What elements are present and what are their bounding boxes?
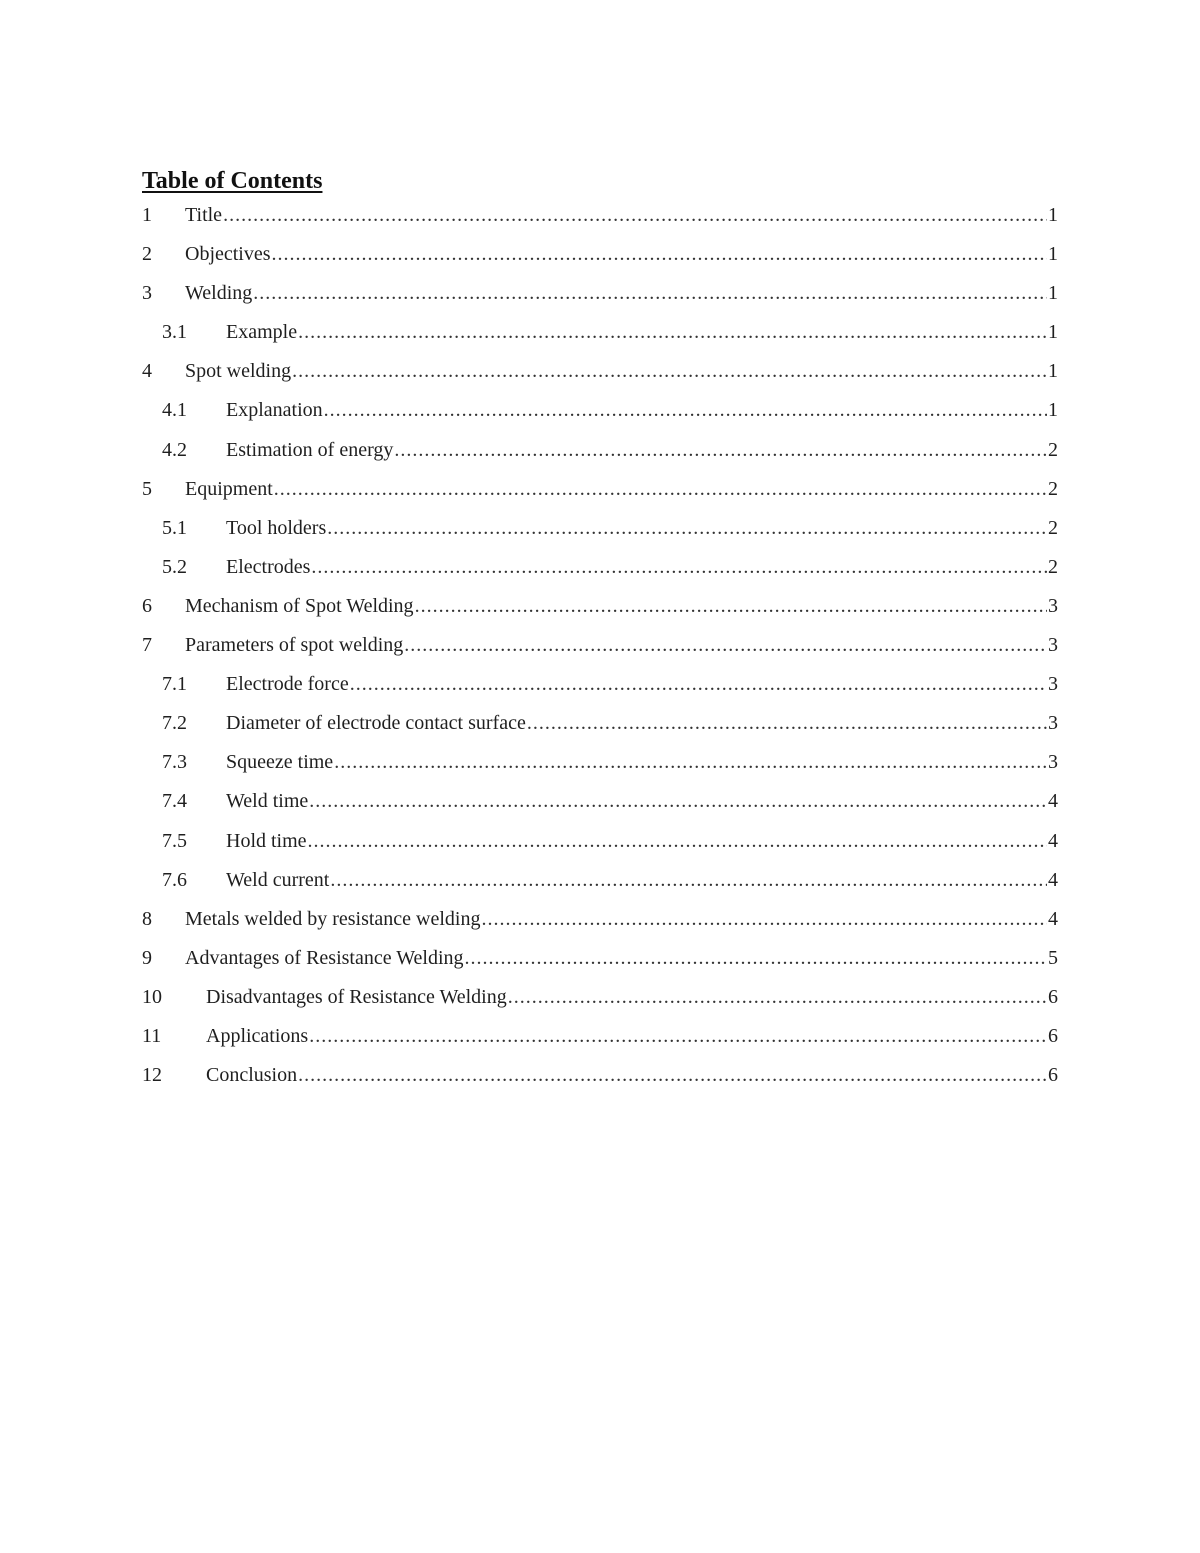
toc-dot-leader: [298, 1056, 1047, 1095]
toc-dot-leader: [274, 470, 1047, 509]
toc-entry-page: 3: [1048, 751, 1058, 774]
toc-entry-label: Applications: [206, 1024, 309, 1047]
toc-dot-leader: [292, 352, 1047, 391]
toc-entry-page: 1: [1048, 282, 1058, 305]
toc-entry-number: 6: [142, 594, 152, 617]
toc-entry-number: 7.2: [162, 712, 187, 735]
toc-subentry[interactable]: [142, 431, 1058, 470]
toc-entry-number: 12: [142, 1064, 162, 1087]
toc-subentry[interactable]: [142, 548, 1058, 587]
toc-entry-page: 3: [1048, 594, 1058, 617]
toc-entry-number: 9: [142, 946, 152, 969]
toc-heading: Table of Contents: [142, 168, 323, 194]
toc-entry-page: 3: [1048, 634, 1058, 657]
toc-entry-label: Spot welding: [185, 360, 292, 383]
toc-dot-leader: [465, 939, 1047, 978]
toc-entry-number: 7.5: [162, 829, 187, 852]
toc-entry-page: 6: [1048, 1024, 1058, 1047]
toc-entry-label: Objectives: [185, 243, 271, 266]
toc-entry-page: 1: [1048, 360, 1058, 383]
toc-dot-leader: [327, 509, 1047, 548]
toc-dot-leader: [527, 704, 1047, 743]
toc-entry-number: 1: [142, 204, 152, 226]
toc-entry-page: 2: [1048, 516, 1058, 539]
toc-dot-leader: [311, 548, 1047, 587]
toc-dot-leader: [350, 665, 1047, 704]
toc-entry-number: 3.1: [162, 321, 187, 344]
toc-dot-leader: [394, 431, 1047, 470]
table-of-contents: [142, 166, 1058, 1095]
toc-entry-page: 4: [1048, 868, 1058, 891]
toc-dot-leader: [508, 978, 1047, 1017]
toc-subentry[interactable]: [142, 509, 1058, 548]
toc-entry-label: Equipment: [185, 477, 273, 500]
toc-subentry[interactable]: [142, 391, 1058, 430]
toc-subentry[interactable]: [142, 665, 1058, 704]
toc-dot-leader: [309, 1017, 1047, 1056]
toc-dot-leader: [309, 782, 1047, 821]
toc-dot-leader: [272, 235, 1047, 274]
toc-subentry[interactable]: [142, 822, 1058, 861]
toc-entry-page: 4: [1048, 790, 1058, 813]
toc-entry-label: Squeeze time: [226, 751, 334, 774]
toc-entry-label: Weld time: [226, 790, 309, 813]
toc-entry[interactable]: [142, 939, 1058, 978]
toc-entry[interactable]: [142, 274, 1058, 313]
toc-entry-number: 11: [142, 1024, 162, 1047]
toc-subentry[interactable]: [142, 313, 1058, 352]
toc-entry-label: Electrodes: [226, 555, 311, 578]
toc-entry-label: Advantages of Resistance Welding: [185, 946, 464, 969]
toc-entry-number: 7.1: [162, 673, 187, 696]
toc-dot-leader: [481, 900, 1047, 939]
toc-dot-leader: [404, 626, 1047, 665]
toc-entry[interactable]: [142, 352, 1058, 391]
toc-entry-label: Conclusion: [206, 1064, 298, 1087]
toc-dot-leader: [253, 274, 1047, 313]
toc-entry-number: 7: [142, 634, 152, 657]
toc-entry-page: 4: [1048, 907, 1058, 930]
toc-entry-page: 2: [1048, 555, 1058, 578]
toc-entry-number: 2: [142, 243, 152, 266]
toc-entry-page: 1: [1048, 204, 1058, 226]
toc-entry-label: Title: [185, 204, 223, 226]
toc-entry[interactable]: [142, 978, 1058, 1017]
toc-list: [142, 196, 1058, 1095]
toc-entry[interactable]: [142, 587, 1058, 626]
toc-entry[interactable]: [142, 1017, 1058, 1056]
toc-entry-number: 4.1: [162, 399, 187, 422]
toc-entry-page: 1: [1048, 321, 1058, 344]
toc-entry-label: Example: [226, 321, 298, 344]
toc-entry-label: Hold time: [226, 829, 307, 852]
toc-entry-label: Mechanism of Spot Welding: [185, 594, 414, 617]
toc-dot-leader: [334, 743, 1047, 782]
toc-entry-page: 4: [1048, 829, 1058, 852]
toc-entry-label: Welding: [185, 282, 253, 305]
toc-entry-label: Weld current: [226, 868, 330, 891]
toc-entry-page: 2: [1048, 477, 1058, 500]
toc-entry-number: 5.1: [162, 516, 187, 539]
toc-subentry[interactable]: [142, 782, 1058, 821]
toc-entry-label: Estimation of energy: [226, 438, 394, 461]
toc-entry-page: 3: [1048, 673, 1058, 696]
toc-entry[interactable]: [142, 196, 1058, 235]
toc-entry-number: 5.2: [162, 555, 187, 578]
toc-entry-number: 7.3: [162, 751, 187, 774]
toc-entry-number: 3: [142, 282, 152, 305]
toc-entry-label: Diameter of electrode contact surface: [226, 712, 526, 735]
toc-entry-number: 7.6: [162, 868, 187, 891]
toc-dot-leader: [298, 313, 1047, 352]
toc-dot-leader: [223, 196, 1047, 235]
toc-subentry[interactable]: [142, 861, 1058, 900]
toc-entry-label: Parameters of spot welding: [185, 634, 404, 657]
toc-entry[interactable]: [142, 235, 1058, 274]
toc-entry-page: 6: [1048, 1064, 1058, 1087]
toc-entry-number: 4.2: [162, 438, 187, 461]
toc-subentry[interactable]: [142, 743, 1058, 782]
toc-dot-leader: [415, 587, 1047, 626]
toc-entry-number: 7.4: [162, 790, 187, 813]
toc-entry-label: Disadvantages of Resistance Welding: [206, 985, 507, 1008]
toc-entry-page: 3: [1048, 712, 1058, 735]
toc-entry-label: Tool holders: [226, 516, 327, 539]
toc-entry-page: 6: [1048, 985, 1058, 1008]
toc-entry-number: 10: [142, 985, 162, 1008]
toc-entry[interactable]: [142, 470, 1058, 509]
toc-entry-page: 5: [1048, 946, 1058, 969]
toc-dot-leader: [308, 822, 1047, 861]
toc-entry-label: Metals welded by resistance welding: [185, 907, 481, 930]
toc-subentry[interactable]: [142, 704, 1058, 743]
toc-entry-label: Electrode force: [226, 673, 349, 696]
toc-entry-label: Explanation: [226, 399, 323, 422]
toc-entry-page: 1: [1048, 399, 1058, 422]
toc-entry[interactable]: [142, 626, 1058, 665]
toc-entry-page: 2: [1048, 438, 1058, 461]
toc-entry[interactable]: [142, 1056, 1058, 1095]
toc-entry-number: 4: [142, 360, 152, 383]
toc-dot-leader: [330, 861, 1047, 900]
toc-entry-page: 1: [1048, 243, 1058, 266]
toc-entry[interactable]: [142, 900, 1058, 939]
toc-entry-number: 5: [142, 477, 152, 500]
toc-dot-leader: [324, 391, 1047, 430]
toc-entry-number: 8: [142, 907, 152, 930]
